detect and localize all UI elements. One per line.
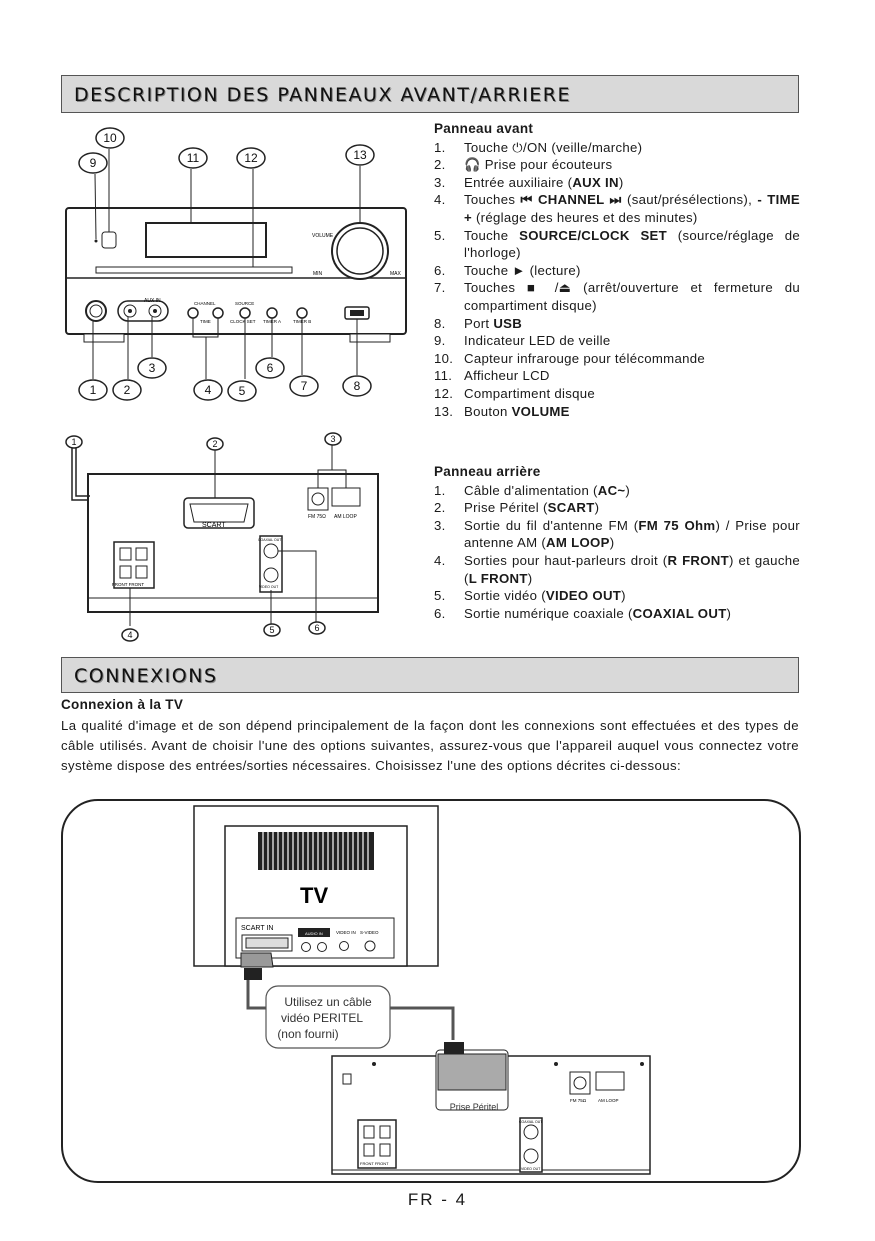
rear-panel-list <box>434 463 800 622</box>
list-item: 3. Entrée auxiliaire (AUX IN) <box>434 174 624 190</box>
clock-label: CLOCK SET <box>230 319 256 324</box>
list-item: 8. Port USB <box>434 315 523 331</box>
callout-6: 6 <box>266 361 274 375</box>
callout-9: 9 <box>89 156 97 170</box>
rear-panel-heading: Panneau arrière <box>434 464 541 479</box>
callout-4: 4 <box>204 383 212 397</box>
timer-a-label: TIMER A <box>263 319 282 324</box>
sys-front-label: FRONT FRONT <box>360 1161 389 1166</box>
connexion-tv-heading: Connexion à la TV <box>61 697 184 712</box>
prise-peritel-label: Prise Péritel <box>449 1102 499 1112</box>
rear-panel-diagram <box>60 430 400 645</box>
rear-callout-6: 6 <box>314 623 320 633</box>
cable-note-line2: vidéo PERITEL <box>280 1011 364 1025</box>
min-label: MIN <box>313 271 323 277</box>
rear-callout-1: 1 <box>71 437 77 447</box>
scart-in-label: SCART IN <box>241 925 274 932</box>
coaxial-label: COAXIAL OUT <box>258 538 282 542</box>
callout-13: 13 <box>353 148 367 162</box>
time-label: TIME <box>200 319 211 324</box>
tv-label: TV <box>300 883 329 908</box>
list-item: 11. Afficheur LCD <box>434 368 550 384</box>
sys-fm-label: FM 75Ω <box>570 1098 587 1103</box>
sys-am-label: AM LOOP <box>598 1098 619 1103</box>
page-number: FR - 4 <box>407 1190 468 1209</box>
list-item: 6. Touche ► (lecture) <box>434 262 581 278</box>
connexion-tv-text: La qualité d'image et de son dépend principalement de la façon dont les connexions sont effectuées et des types de câble utilisés. Avant de choisir l'une des options suivantes, assurez-vous que l'appareil auquel vous connectez votre système dispose des entrées/sorties nécessaires. Choisissez l'une des options décrites ci-dessous: <box>61 718 799 773</box>
list-item: 5. Sortie vidéo (VIDEO OUT) <box>434 588 626 604</box>
rear-callout-5: 5 <box>269 625 275 635</box>
list-item: 7. Touches ■ /⏏ (arrêt/ouverture et fermeture du compartiment disque) <box>434 280 800 313</box>
callout-8: 8 <box>353 379 361 393</box>
volume-label: VOLUME <box>312 233 334 239</box>
callout-3: 3 <box>148 361 156 375</box>
list-item: 1. Câble d'alimentation (AC~) <box>434 482 631 498</box>
am-label: AM LOOP <box>334 514 357 520</box>
callout-10: 10 <box>103 131 117 145</box>
sys-video-label: VIDEO OUT <box>521 1167 541 1171</box>
list-item: 13. Bouton VOLUME <box>434 403 570 419</box>
cable-note-line3: (non fourni) <box>277 1027 339 1041</box>
list-item: 1. Touche ⏻/ON (veille/marche) <box>434 139 643 155</box>
headphone-icon: 🎧 <box>464 157 485 173</box>
source-label: SOURCE <box>235 301 255 306</box>
front-panel-diagram <box>60 125 420 410</box>
rear-callout-2: 2 <box>212 439 218 449</box>
front-label: FRONT FRONT <box>112 582 145 587</box>
scart-label: SCART <box>202 522 226 529</box>
list-item: 9. Indicateur LED de veille <box>434 333 611 349</box>
list-item: 12. Compartiment disque <box>434 385 596 401</box>
list-item: 5. Touche SOURCE/CLOCK SET (source/réglage de l'horloge) <box>434 227 800 261</box>
timer-b-label: TIMER B <box>293 319 312 324</box>
front-panel-list <box>434 120 800 420</box>
tv-connection-diagram <box>60 798 802 1186</box>
fm-label: FM 75Ω <box>308 514 326 520</box>
rear-callout-4: 4 <box>127 630 133 640</box>
list-item: 2. 🎧 Prise pour écouteurs <box>434 157 613 173</box>
audio-in-label: AUDIO IN <box>305 931 323 936</box>
front-panel-heading: Panneau avant <box>434 121 534 136</box>
callout-11: 11 <box>186 151 200 165</box>
section-header-description <box>61 75 799 113</box>
section-title: DESCRIPTION DES PANNEAUX AVANT/ARRIERE <box>74 84 572 106</box>
list-item: 3. Sortie du fil d'antenne FM (FM 75 Ohm) / Prise pour antenne AM (AM LOOP) <box>434 517 801 551</box>
video-in-label: VIDEO IN <box>336 930 356 935</box>
list-item: 4. Touches ⏮ CHANNEL ⏭ (saut/présélections), - TIME + (réglage des heures et des minutes) <box>434 192 800 225</box>
list-item: 6. Sortie numérique coaxiale (COAXIAL OUT) <box>434 605 732 621</box>
list-item: 2. Prise Péritel (SCART) <box>434 500 600 516</box>
list-item: 4. Sorties pour haut-parleurs droit (R FRONT) et gauche (L FRONT) <box>434 552 800 586</box>
rear-callout-3: 3 <box>330 434 336 444</box>
callout-7: 7 <box>300 379 308 393</box>
callout-12: 12 <box>244 151 258 165</box>
video-label: VIDEO OUT <box>259 585 279 589</box>
aux-label: AUX IN <box>144 298 161 304</box>
list-item: 10. Capteur infrarouge pour télécommande <box>434 350 705 366</box>
cable-note-line1: Utilisez un câble <box>284 995 372 1009</box>
max-label: MAX <box>390 271 401 277</box>
callout-5: 5 <box>238 384 246 398</box>
channel-label: CHANNEL <box>194 301 216 306</box>
callout-2: 2 <box>123 383 131 397</box>
svideo-label: S-VIDEO <box>360 930 379 935</box>
callout-1: 1 <box>89 383 97 397</box>
sys-coaxial-label: COAXIAL OUT <box>519 1120 543 1124</box>
section-header-connexions <box>61 657 799 693</box>
section-title: CONNEXIONS <box>74 665 218 687</box>
